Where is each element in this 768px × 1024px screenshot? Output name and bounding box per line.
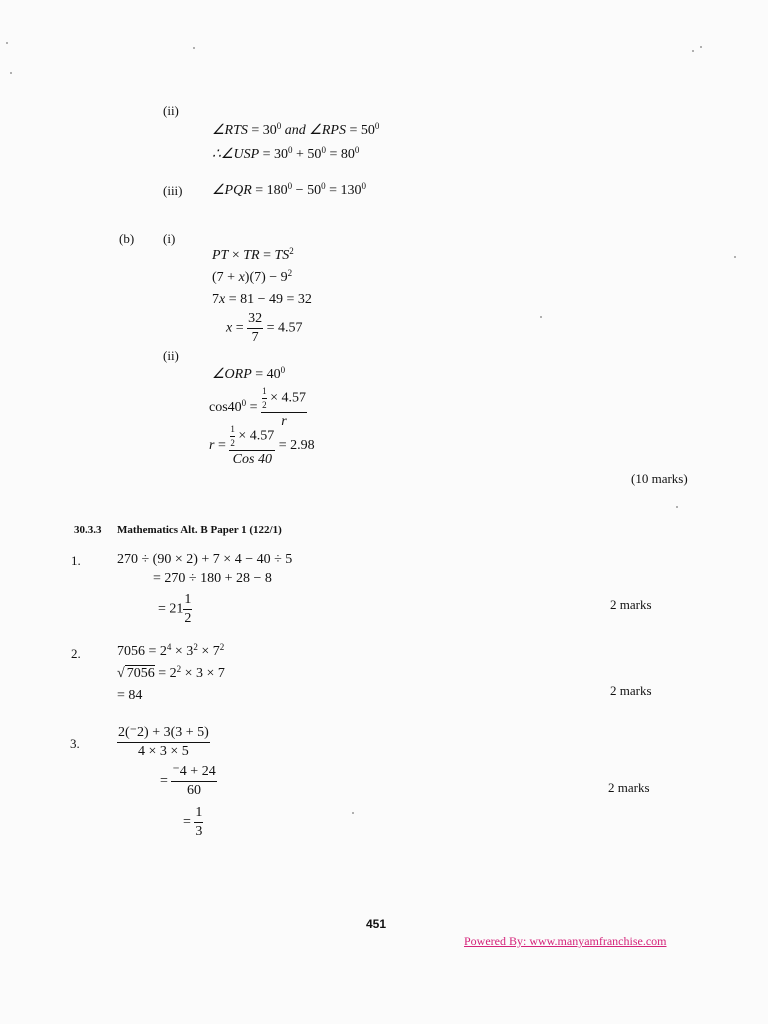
q1-line1: 270 ÷ (90 × 2) + 7 × 4 − 40 ÷ 5 — [117, 552, 293, 567]
q2-marks: 2 marks — [610, 683, 652, 698]
q1-number: 1. — [71, 553, 81, 568]
q3-line3: = $\frac{1}{3}$ — [183, 805, 203, 839]
section-title: Mathematics Alt. B Paper 1 (122/1) — [117, 524, 282, 536]
fraction: $\frac{^-4 + 24}{60}$ — [172, 764, 216, 798]
fraction: $\frac{1}{3}$ — [195, 805, 203, 839]
scan-speck — [692, 50, 694, 52]
scan-speck — [540, 316, 542, 318]
fraction: $\frac{2(^-2) + 3(3 + 5)}{4 \times 3 \times 5}$ — [118, 725, 209, 759]
scan-speck — [193, 47, 195, 49]
part-a-iii-label: (iii) — [163, 183, 183, 198]
q1-line2: = 270 ÷ 180 + 28 − 8 — [153, 571, 272, 586]
q2-number: 2. — [71, 646, 81, 661]
fraction: $\frac{1}{2}$ × 4.57 Cos 40 — [230, 424, 275, 467]
scan-speck — [6, 42, 8, 44]
part-b-i-line2: $(7 + x)(7) - 9^2$ — [212, 268, 293, 285]
part-a-iii-line: ∠PQR = $180^0 - 50^0 = 130^0$ — [212, 181, 366, 198]
part-b-i-line3: 7x = 81 − 49 = 32 — [212, 292, 312, 307]
part-b-ii-line1: ∠ORP = $40^0$ — [212, 365, 286, 382]
scan-speck — [10, 72, 12, 74]
q3-line1 — [117, 726, 210, 759]
q3-line2: = $\frac{^-4 + 24}{60}$ — [160, 764, 216, 798]
q3-number: 3. — [70, 736, 80, 751]
part-b-ii-line3: r = $\frac{1}{2}$ × 4.57 Cos 40 = 2.98 — [209, 424, 315, 467]
scan-speck — [352, 812, 354, 814]
part-b-ii-line2: $\cos 40^0$ = $\frac{1}{2}$ × 4.57 r — [209, 386, 306, 429]
q2-line3: = 84 — [117, 688, 143, 703]
powered-by-link[interactable]: Powered By: www.manyamfranchise.com — [464, 934, 667, 948]
fraction: $\frac{32}{7}$ — [248, 311, 263, 345]
scan-speck — [734, 256, 736, 258]
part-b-label: (b) — [119, 231, 135, 246]
q3-marks: 2 marks — [608, 780, 650, 795]
part-a-ii-label: (ii) — [163, 103, 179, 118]
total-marks: (10 marks) — [631, 471, 688, 486]
part-a-ii-line2: ∴∠USP = $30^0 + 50^0 = 80^0$ — [212, 145, 360, 162]
q1-line3: = 21 $\frac{1}{2}$ — [158, 592, 192, 626]
section-number: 30.3.3 — [74, 524, 102, 536]
q2-line2: √ $7056 = 2^2 \times 3 \times 7$ — [117, 664, 225, 681]
page-number: 451 — [366, 917, 387, 931]
q2-line1: $7056 = 2^4 \times 3^2 \times 7^2$ — [117, 642, 225, 659]
part-b-i-line4: x = $\frac{32}{7}$ = 4.57 — [226, 311, 303, 345]
part-b-i-label: (i) — [163, 231, 176, 246]
sqrt-icon: √ — [117, 666, 125, 681]
q1-marks: 2 marks — [610, 597, 652, 612]
part-b-i-line1: PT × TR = $TS^2$ — [212, 246, 294, 263]
fraction: $\frac{1}{2}$ × 4.57 r — [262, 386, 306, 429]
scan-speck — [676, 506, 678, 508]
fraction: $\frac{1}{2}$ — [184, 592, 192, 626]
part-b-ii-label: (ii) — [163, 348, 179, 363]
part-a-ii-line1: ∠RTS = $30^0$ and ∠RPS = $50^0$ — [212, 121, 380, 138]
scan-speck — [700, 46, 702, 48]
